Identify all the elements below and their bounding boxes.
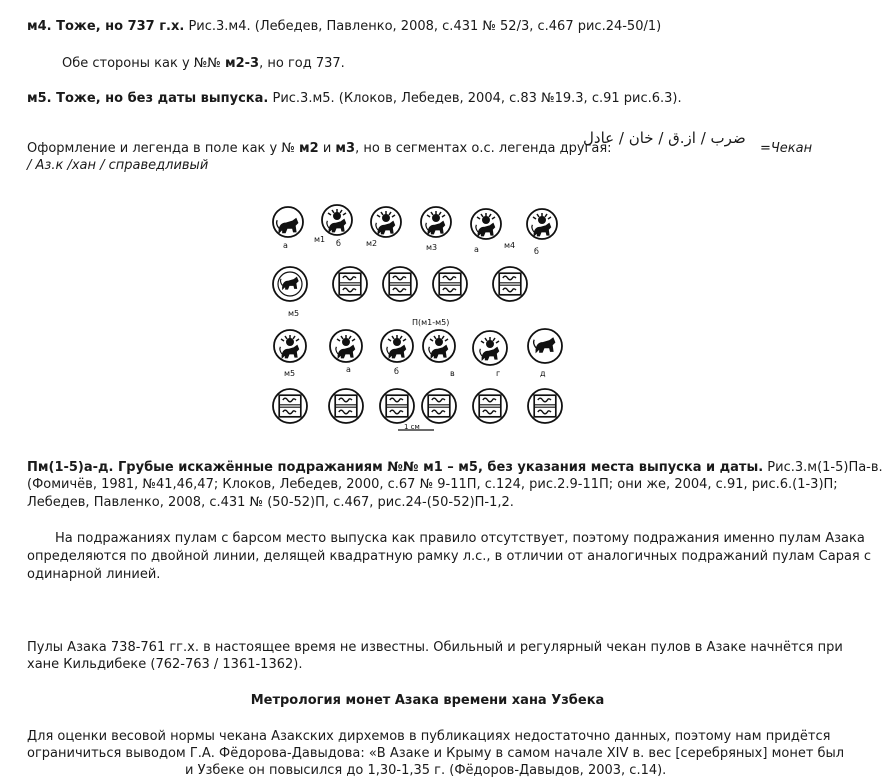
coin-row-2 — [273, 267, 527, 301]
plate-label: м1 — [314, 235, 326, 244]
coin-plate-figure — [266, 198, 574, 434]
plate-label: м5 — [288, 309, 300, 318]
section-heading: Метрология монет Азака времени хана Узбека — [250, 693, 605, 708]
plate-label: б — [336, 239, 341, 248]
reference-line: (Фомичёв, 1981, №41,46,47; Клоков, Лебедев, 2000, с.67 № 9-11П, с.124, рис.2.9-11П; они же, 2004, с.91, рис.6.(1-3)П; — [27, 477, 838, 492]
entry-m4 — [27, 18, 661, 35]
plate-label: в — [450, 369, 455, 378]
scale-label: 1 см — [404, 423, 420, 431]
plate-label: м4 — [504, 241, 516, 250]
paragraph-line: хане Кильдибеке (762-763 / 1361-1362). — [27, 657, 303, 672]
entry-m5-reference: Рис.3.м5. (Клоков, Лебедев, 2004, с.83 №19.3, с.91 рис.6.3). — [268, 91, 682, 106]
legend-translation-start: =Чекан — [760, 141, 813, 156]
entry-imitations-reference: Рис.3.м(1-5)Па-в. — [763, 460, 883, 475]
text-span: , но в сегментах о.с. легенда другая: — [355, 141, 612, 156]
entry-m4-reference: Рис.3.м4. (Лебедев, Павленко, 2008, с.431 № 52/3, с.467 рис.24-50/1) — [184, 19, 662, 34]
paragraph-line: На подражаниях пулам с барсом место выпуска как правило отсутствует, поэтому подражания именно пулам Азака — [55, 531, 865, 546]
entry-imitations-title: Пм(1-5)а-д. Грубые искажённые подражаниям №№ м1 – м5, без указания места выпуска и даты. — [27, 460, 764, 475]
entry-m4-description — [62, 55, 345, 72]
reference-line: Лебедев, Павленко, 2008, с.431 № (50-52)П, с.467, рис.24-(50-52)П-1,2. — [27, 495, 514, 510]
paragraph-line: Пулы Азака 738-761 гг.х. в настоящее время не известны. Обильный и регулярный чекан пулов в Азаке начнётся при — [27, 640, 843, 655]
paragraph-line: Для оценки весовой нормы чекана Азакских дирхемов в публикациях недостаточно данных, поэтому нам придётся — [27, 729, 831, 744]
text-span: и — [318, 141, 336, 156]
plate-label: м3 — [426, 243, 438, 252]
text-span: Обе стороны как у №№ — [62, 56, 225, 71]
plate-label: б — [534, 247, 539, 256]
paragraph-line: и Узбеке он повысился до 1,30-1,35 г. (Фёдоров-Давыдов, 2003, с.14). — [185, 763, 667, 778]
text-span-bold: м2-3 — [224, 56, 260, 71]
coin-row-3 — [274, 329, 562, 365]
coin-row-4 — [273, 389, 562, 423]
entry-m5-description — [27, 140, 612, 157]
coin-row-1 — [273, 205, 557, 239]
entry-imitations — [27, 459, 883, 476]
entry-m5 — [27, 90, 682, 107]
arabic-legend: ضرب / از.ق / خان / عادل — [583, 129, 746, 147]
legend-translation: / Аз.к /хан / справедливый — [27, 158, 209, 173]
paragraph-line: ограничиться выводом Г.А. Фёдорова-Давыдова: «В Азаке и Крыму в самом начале XIV в. вес [серебряных] монет был — [27, 746, 845, 761]
plate-label: а — [283, 241, 288, 250]
plate-label: м5 — [284, 369, 296, 378]
text-span: Оформление и легенда в поле как у № — [27, 141, 300, 156]
entry-m4-title: м4. Тоже, но 737 г.х. — [27, 19, 185, 34]
plate-label: б — [394, 367, 399, 376]
paragraph-line: определяются по двойной линии, делящей квадратную рамку л.с., в отличии от аналогичных подражаний пулам Сарая с — [27, 549, 872, 564]
plate-label: г — [496, 369, 501, 378]
text-span-bold: м2 — [299, 141, 319, 156]
plate-label: д — [540, 369, 546, 378]
entry-m5-title: м5. Тоже, но без даты выпуска. — [27, 91, 269, 106]
plate-label: м2 — [366, 239, 378, 248]
plate-label: а — [346, 365, 351, 374]
paragraph-line: одинарной линией. — [27, 567, 161, 582]
plate-label: П(м1-м5) — [412, 318, 450, 327]
text-span: , но год 737. — [259, 56, 345, 71]
text-span-bold: м3 — [335, 141, 356, 156]
plate-label: а — [474, 245, 479, 254]
